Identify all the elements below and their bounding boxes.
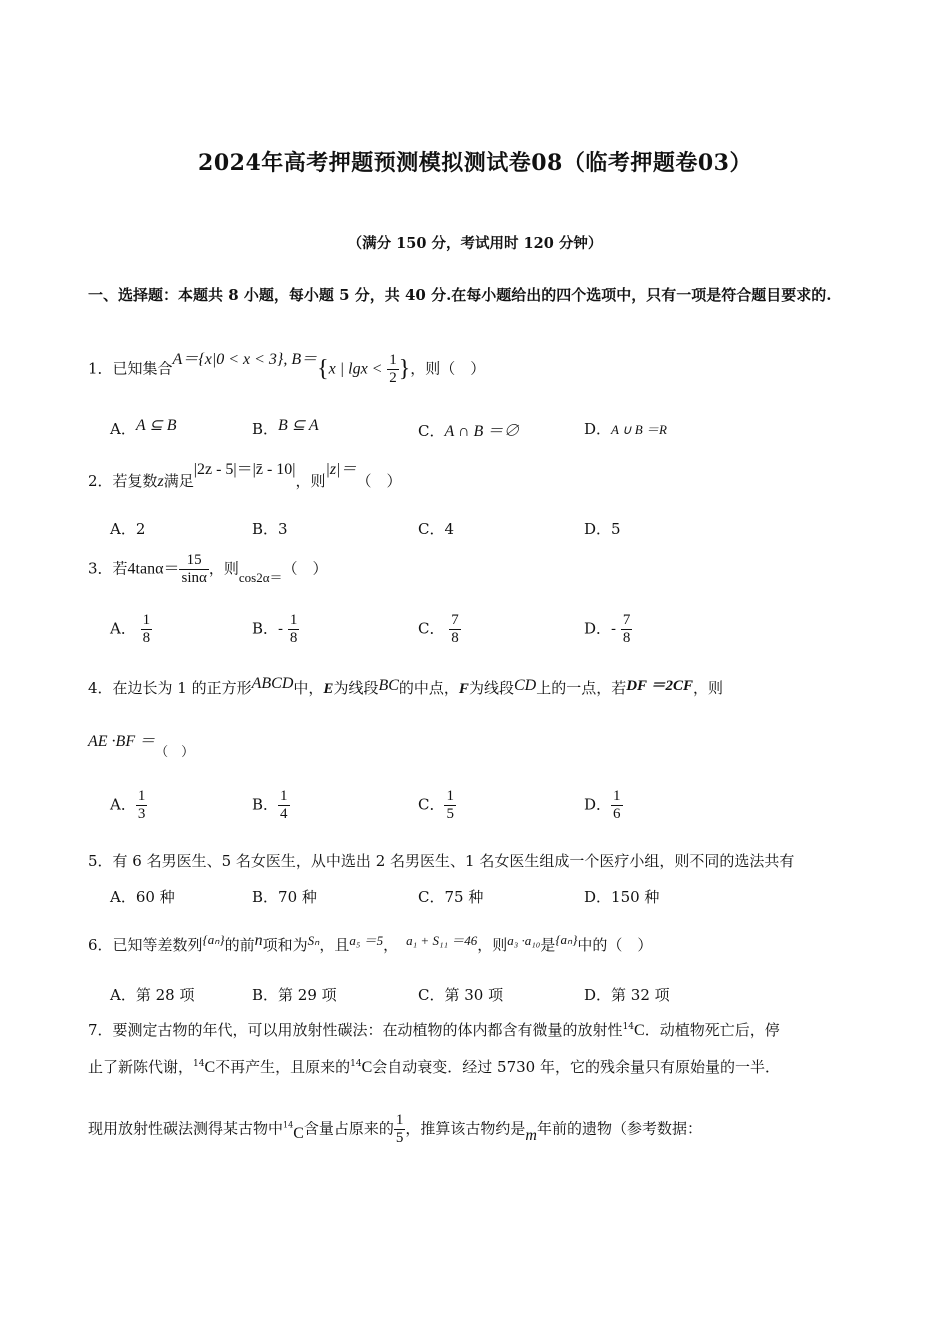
q4-text-5: 为线段: [468, 679, 514, 697]
q7-text-1: 7．要测定古物的年代，可以用放射性碳法：在动植物的体内都含有微量的放射性: [88, 1021, 623, 1039]
q1-option-c-expr: A ∩ B ＝∅: [444, 423, 520, 440]
q4-option-d[interactable]: [584, 788, 623, 823]
q2-abs-z: |z|＝: [325, 461, 357, 478]
q4-segment-bc: BC: [378, 677, 399, 694]
question-1: [88, 352, 485, 387]
q5-option-a[interactable]: [110, 886, 175, 907]
q4-option-b-label: B．: [252, 795, 279, 814]
q2-option-b-label: B．: [252, 520, 279, 538]
q3-num: 15: [179, 552, 208, 570]
q1-brace-open: {: [317, 356, 329, 382]
q7-isotope-mass-3: 14: [350, 1059, 362, 1069]
q2-suffix: （ ）: [356, 472, 402, 490]
q2-option-a[interactable]: [110, 518, 145, 539]
q2-option-d-label: D．: [584, 520, 612, 538]
q4-point-e: E: [323, 681, 334, 697]
q6-text-4: ，则: [477, 936, 508, 954]
question-7-line-2: [88, 1056, 780, 1077]
q1-half-num: 1: [389, 352, 397, 368]
q3-option-a-num: 1: [142, 612, 151, 628]
q4-vector-condition: DF ＝2CF: [626, 678, 694, 694]
q3-option-b-den: 8: [289, 630, 298, 646]
q4-text-1: 4．在边长为 1 的正方形: [88, 679, 252, 697]
q5-option-a-text: 60 种: [135, 888, 175, 906]
q7-text-4: 不再产生，且原来的: [215, 1058, 351, 1076]
q5-option-c-text: 75 种: [444, 888, 484, 906]
q4-text-4: 的中点，: [398, 679, 459, 697]
q3-option-a-den: 8: [142, 630, 151, 646]
q4-option-a-den: 3: [137, 806, 146, 822]
q4-text-6: 上的一点，若: [536, 679, 627, 697]
q6-condition-2: a₁ + S₁₁ ＝46: [406, 933, 478, 948]
q4-option-a-num: 1: [137, 788, 146, 804]
q3-option-b-label: B．: [252, 619, 279, 638]
q3-option-c-frac: [449, 612, 461, 647]
q7-text-8: ，推算该古物约是: [405, 1119, 526, 1138]
q3-option-d-den: 8: [622, 630, 631, 646]
q3-option-b-frac: [288, 612, 300, 647]
q3-option-b-num: 1: [289, 612, 298, 628]
q7-text-2: ．动植物死亡后，停: [644, 1021, 780, 1039]
q3-option-d[interactable]: [584, 612, 632, 647]
q3-option-d-frac: [621, 612, 633, 647]
q6-option-d[interactable]: [584, 984, 670, 1005]
q4-option-a[interactable]: [110, 788, 147, 823]
q5-option-d-text: 150 种: [611, 888, 660, 906]
q1-option-d-label: D．: [584, 420, 612, 438]
q7-text-9: 年前的遗物（参考数据：: [536, 1119, 702, 1138]
q2-option-d-text: 5: [611, 520, 621, 538]
q6-n: n: [254, 932, 263, 949]
q4-option-b-frac: [278, 788, 290, 823]
q2-option-a-label: A．: [110, 520, 136, 538]
q1-option-b[interactable]: [252, 418, 319, 439]
q4-text-7: ，则: [693, 679, 724, 697]
q3-option-d-sign: -: [611, 619, 617, 638]
q7-text-7: 含量占原来的: [303, 1119, 394, 1138]
q5-option-a-label: A．: [110, 888, 136, 906]
q3-lhs: 4tanα＝: [127, 560, 180, 578]
q7-text-5: 会自动衰变．经过 5730 年，它的残余量只有原始量的一半．: [372, 1058, 780, 1076]
question-4-line-2: [88, 728, 195, 760]
q3-option-a-frac: [141, 612, 153, 647]
q4-point-f: F: [458, 681, 469, 697]
q4-option-c-label: C．: [418, 795, 445, 814]
q1-brace-close: }: [398, 356, 411, 382]
q1-suffix: ，则（ ）: [410, 359, 486, 378]
q4-option-d-frac: [611, 788, 623, 823]
q6-text-2: 项和为: [262, 936, 308, 954]
q4-text-2: 中，: [293, 679, 324, 697]
q5-option-b-label: B．: [252, 888, 279, 906]
question-3: [88, 552, 328, 587]
q4-option-d-den: 6: [613, 806, 621, 822]
q4-option-a-frac: [136, 788, 148, 823]
q2-option-d[interactable]: [584, 518, 621, 539]
q6-text-5: 是: [540, 936, 556, 954]
question-7-line-1: [88, 1019, 780, 1040]
q1-option-c-label: C．: [418, 422, 445, 440]
q4-option-b-num: 1: [280, 788, 288, 804]
q2-option-b[interactable]: [252, 518, 288, 539]
q4-text-3: 为线段: [333, 679, 379, 697]
q6-option-a-label: A．: [110, 986, 136, 1004]
q6-option-a[interactable]: [110, 984, 194, 1005]
q6-prefix: 6．已知等差数列: [88, 936, 203, 954]
q3-option-d-label: D．: [584, 619, 612, 638]
q3-suffix: （ ）: [282, 559, 328, 578]
q4-square: ABCD: [251, 675, 294, 692]
q4-dot-product: AE ·BF ＝: [88, 733, 156, 750]
q6-option-b[interactable]: [252, 984, 337, 1005]
q1-option-a-label: A．: [110, 420, 136, 438]
q6-suffix: 中的（ ）: [577, 936, 653, 954]
q6-option-a-text: 第 28 项: [135, 986, 195, 1004]
q3-den: sinα: [181, 570, 207, 586]
q6-option-d-text: 第 32 项: [611, 986, 670, 1004]
q4-option-c[interactable]: [418, 788, 456, 823]
q6-option-b-label: B．: [252, 986, 279, 1004]
q7-isotope-mass-2: 14: [193, 1059, 205, 1069]
q3-rhs: cos2α＝: [238, 569, 283, 585]
q2-var: z: [157, 473, 164, 490]
q7-frac-num: 1: [395, 1112, 404, 1128]
q2-mid: 满足: [163, 472, 194, 490]
q7-frac-den: 5: [395, 1130, 404, 1146]
q2-then: ，则: [295, 472, 326, 490]
q1-option-c[interactable]: [418, 418, 519, 441]
q6-option-c[interactable]: [418, 984, 503, 1005]
q6-product: a₃ ·a₁₀: [507, 933, 541, 948]
q4-suffix: （ ）: [155, 745, 195, 760]
q5-option-c[interactable]: [418, 886, 483, 907]
section-heading: 一、选择题：本题共 8 小题，每小题 5 分，共 40 分.在每小题给出的四个选项中，只有一项是符合题目要求的.: [88, 286, 832, 304]
q6-sequence-2: {aₙ}: [555, 932, 578, 947]
question-5: 5．有 6 名男医生、5 名女医生，从中选出 2 名男医生、1 名女医生组成一个医疗小组，则不同的选法共有: [88, 852, 795, 870]
q2-prefix: 2．若复数: [88, 472, 158, 490]
q5-option-d-label: D．: [584, 888, 612, 906]
exam-subtitle: （满分 150 分，考试用时 120 分钟）: [347, 235, 603, 252]
q1-set-b: x | lgx <: [328, 360, 383, 378]
q3-option-d-num: 7: [622, 612, 631, 628]
q4-option-b-den: 4: [280, 806, 288, 822]
q6-option-c-label: C．: [418, 986, 445, 1004]
q3-option-c-num: 7: [451, 612, 459, 628]
q3-option-b[interactable]: [252, 612, 299, 647]
question-2: [88, 461, 402, 491]
q1-option-d-expr: A ∪ B ＝R: [611, 422, 667, 437]
q3-option-a-label: A．: [110, 619, 136, 638]
q2-option-c-text: 4: [444, 520, 455, 538]
q6-condition-1: a₅ ＝5: [349, 933, 384, 948]
q1-half: [387, 352, 399, 387]
q4-option-b[interactable]: [252, 788, 290, 823]
q6-option-b-text: 第 29 项: [278, 986, 337, 1004]
q2-option-c[interactable]: [418, 518, 454, 539]
q4-option-c-den: 5: [446, 806, 454, 822]
q6-text-1: 的前: [224, 936, 255, 954]
q4-option-a-label: A．: [110, 795, 136, 814]
q6-sn: Sₙ: [307, 933, 320, 948]
q7-isotope-mass-4: 14: [283, 1120, 294, 1130]
q5-option-c-label: C．: [418, 888, 445, 906]
q6-option-d-label: D．: [584, 986, 612, 1004]
q1-option-b-expr: B ⊆ A: [278, 417, 319, 434]
q6-sequence: {aₙ}: [202, 932, 225, 947]
page-title: 2024年高考押题预测模拟测试卷08（临考押题卷03）: [198, 150, 752, 176]
q4-option-d-num: 1: [613, 788, 621, 804]
q4-option-c-frac: [444, 788, 456, 823]
question-6: 6．已知等差数列{aₙ}的前n项和为Sₙ，且a₅ ＝5， a₁ + S₁₁ ＝46，则a₃ ·a₁₀是{aₙ}中的（ ）: [88, 932, 653, 954]
q1-set-a: A＝{x|0 < x < 3}, B＝: [172, 350, 318, 368]
q3-option-c[interactable]: [418, 612, 461, 647]
q7-carbon-1: C: [634, 1022, 645, 1039]
q7-fraction: [394, 1112, 406, 1147]
q6-option-c-text: 第 30 项: [444, 986, 504, 1004]
q4-segment-cd: CD: [513, 677, 537, 694]
q2-option-a-text: 2: [135, 520, 146, 538]
question-7-line-3: [88, 1112, 702, 1147]
q1-option-a-expr: A ⊆ B: [135, 417, 177, 434]
q7-text-3: 止了新陈代谢，: [88, 1058, 194, 1076]
q7-carbon-2: C: [204, 1059, 216, 1076]
q2-condition: |2z - 5|＝|z̄ - 10|: [193, 461, 296, 478]
q3-option-c-den: 8: [451, 630, 459, 646]
q1-prefix: 1．已知集合: [88, 359, 173, 378]
q5-option-b[interactable]: [252, 886, 317, 907]
q7-carbon-4: C: [293, 1124, 304, 1142]
q3-then: ，则: [208, 559, 239, 578]
question-4: [88, 677, 723, 698]
q3-option-c-label: C．: [418, 619, 445, 638]
q3-option-a[interactable]: [110, 612, 152, 647]
q7-text-6: 现用放射性碳法测得某古物中: [88, 1119, 284, 1138]
q5-option-d[interactable]: [584, 886, 659, 907]
q5-option-b-text: 70 种: [278, 888, 317, 906]
q3-prefix: 3．若: [88, 559, 128, 578]
q3-fraction: [179, 552, 208, 587]
q1-option-d[interactable]: [584, 418, 667, 439]
q2-option-c-label: C．: [418, 520, 445, 538]
q4-option-d-label: D．: [584, 795, 612, 814]
q7-m: m: [525, 1126, 537, 1144]
q7-isotope-mass-1: 14: [622, 1022, 635, 1032]
q2-option-b-text: 3: [278, 520, 288, 538]
q1-option-a[interactable]: [110, 418, 177, 439]
q3-option-b-sign: -: [278, 619, 284, 638]
q7-carbon-3: C: [361, 1059, 373, 1076]
q1-half-den: 2: [389, 370, 397, 386]
q4-option-c-num: 1: [446, 788, 454, 804]
q1-option-b-label: B．: [252, 420, 279, 438]
q6-text-3: ，且: [319, 936, 350, 954]
